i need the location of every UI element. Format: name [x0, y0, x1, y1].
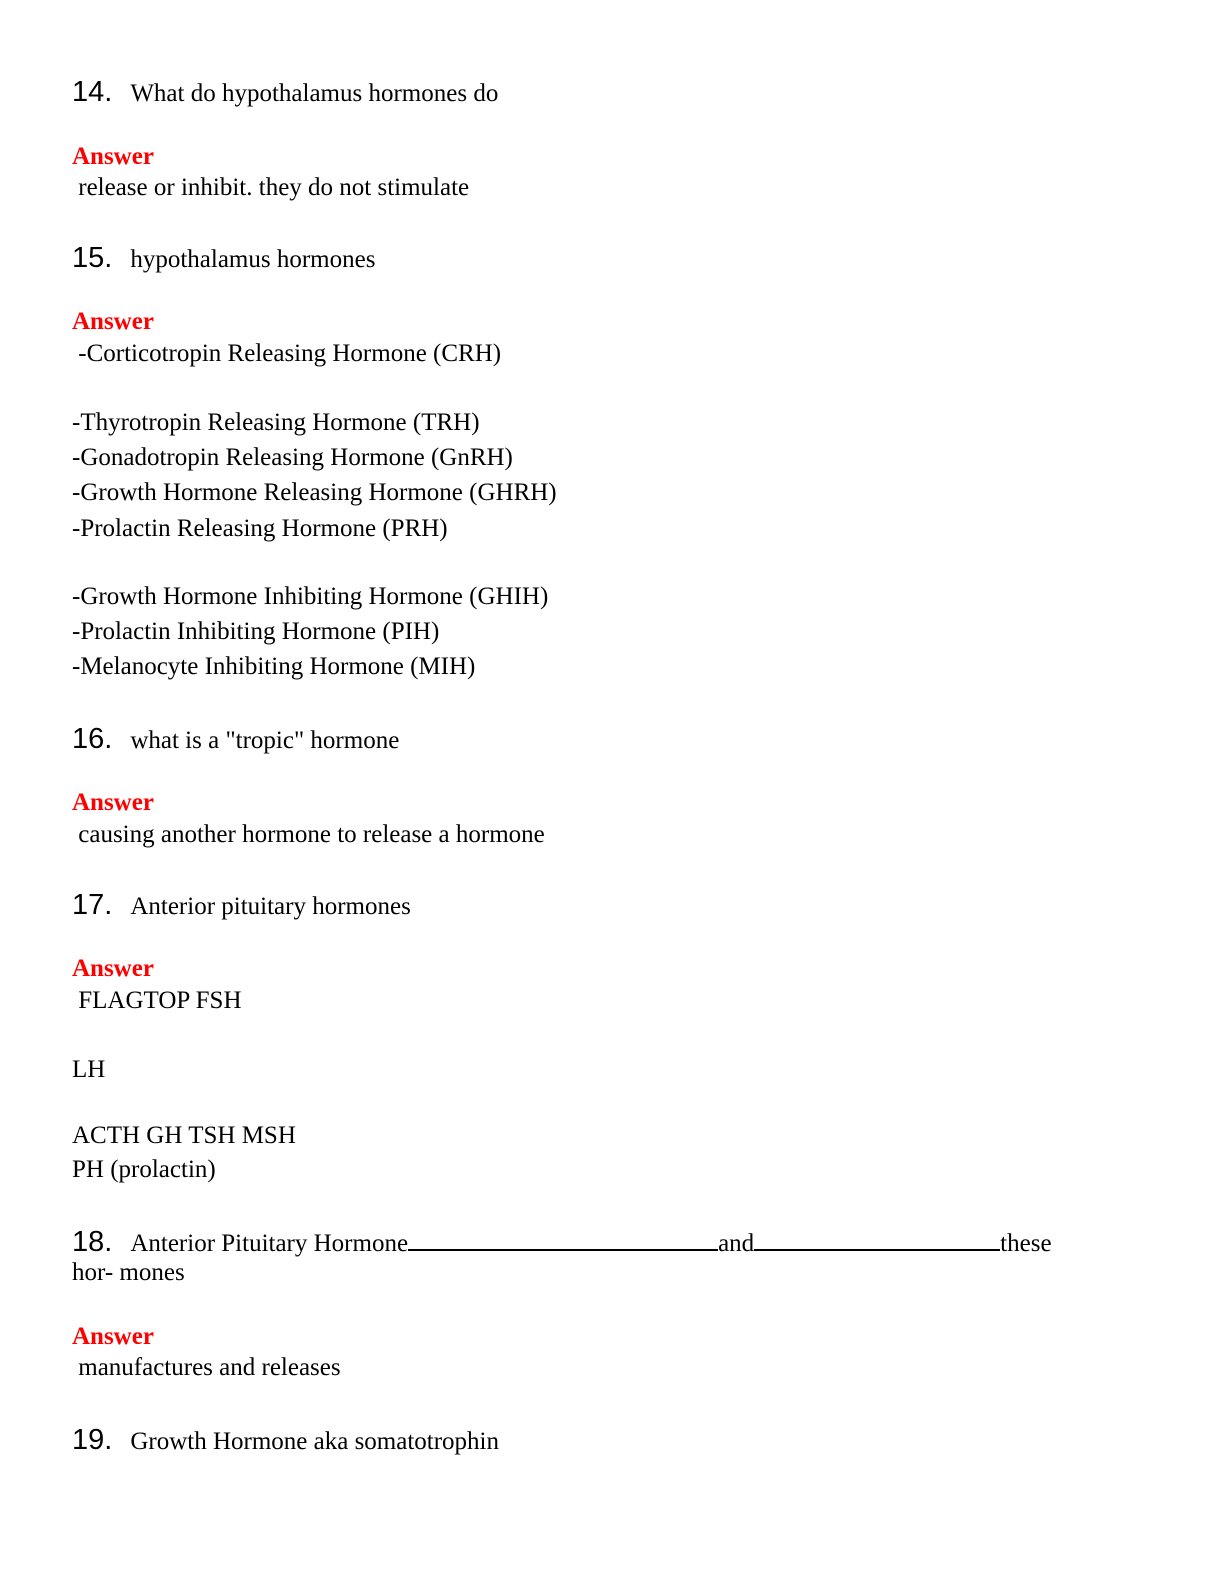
fill-in-blank: [408, 1227, 718, 1251]
question-number: 18.: [72, 1226, 113, 1258]
answer-line: -Gonadotropin Releasing Hormone (GnRH): [72, 444, 513, 471]
question-18: [72, 1226, 1052, 1260]
answer-label: Answer: [72, 955, 154, 982]
answer-line: ACTH GH TSH MSH: [72, 1122, 296, 1149]
answer-label: Answer: [72, 308, 154, 335]
answer-line: -Growth Hormone Releasing Hormone (GHRH): [72, 479, 557, 506]
answer-line: -Prolactin Inhibiting Hormone (PIH): [72, 618, 440, 645]
question-text-part2: and: [718, 1230, 755, 1257]
answer-text: manufactures and releases: [72, 1354, 341, 1381]
answer-line: -Growth Hormone Inhibiting Hormone (GHIH): [72, 583, 549, 610]
answer-line: -Corticotropin Releasing Hormone (CRH): [72, 340, 502, 367]
question-14: [72, 76, 498, 110]
question-text: Growth Hormone aka somatotrophin: [130, 1428, 500, 1455]
question-text-part3: these: [1000, 1230, 1052, 1257]
answer-line: -Thyrotropin Releasing Hormone (TRH): [72, 409, 480, 436]
answer-label: Answer: [72, 1323, 154, 1350]
answer-label: Answer: [72, 143, 154, 170]
question-text: What do hypothalamus hormones do: [130, 80, 499, 107]
question-16: [72, 723, 399, 757]
question-number: 16.: [72, 723, 113, 755]
question-number: 14.: [72, 76, 113, 108]
answer-text: release or inhibit. they do not stimulate: [72, 174, 470, 201]
answer-line: FLAGTOP FSH: [72, 987, 242, 1014]
question-number: 19.: [72, 1424, 113, 1456]
question-text: what is a "tropic" hormone: [130, 727, 400, 754]
question-19: [72, 1424, 499, 1458]
question-text-part1: Anterior Pituitary Hormone: [130, 1230, 409, 1257]
fill-in-blank: [754, 1227, 1000, 1251]
question-17: [72, 889, 411, 923]
answer-line: PH (prolactin): [72, 1156, 216, 1183]
answer-line: LH: [72, 1056, 106, 1083]
question-number: 15.: [72, 242, 113, 274]
question-text: Anterior pituitary hormones: [130, 893, 411, 920]
answer-line: -Melanocyte Inhibiting Hormone (MIH): [72, 653, 476, 680]
question-text: hypothalamus hormones: [130, 246, 376, 273]
answer-line: -Prolactin Releasing Hormone (PRH): [72, 515, 448, 542]
answer-text: causing another hormone to release a hormone: [72, 821, 545, 848]
answer-label: Answer: [72, 789, 154, 816]
question-text-continued: hor- mones: [72, 1259, 185, 1286]
question-number: 17.: [72, 889, 113, 921]
question-15: [72, 242, 375, 276]
